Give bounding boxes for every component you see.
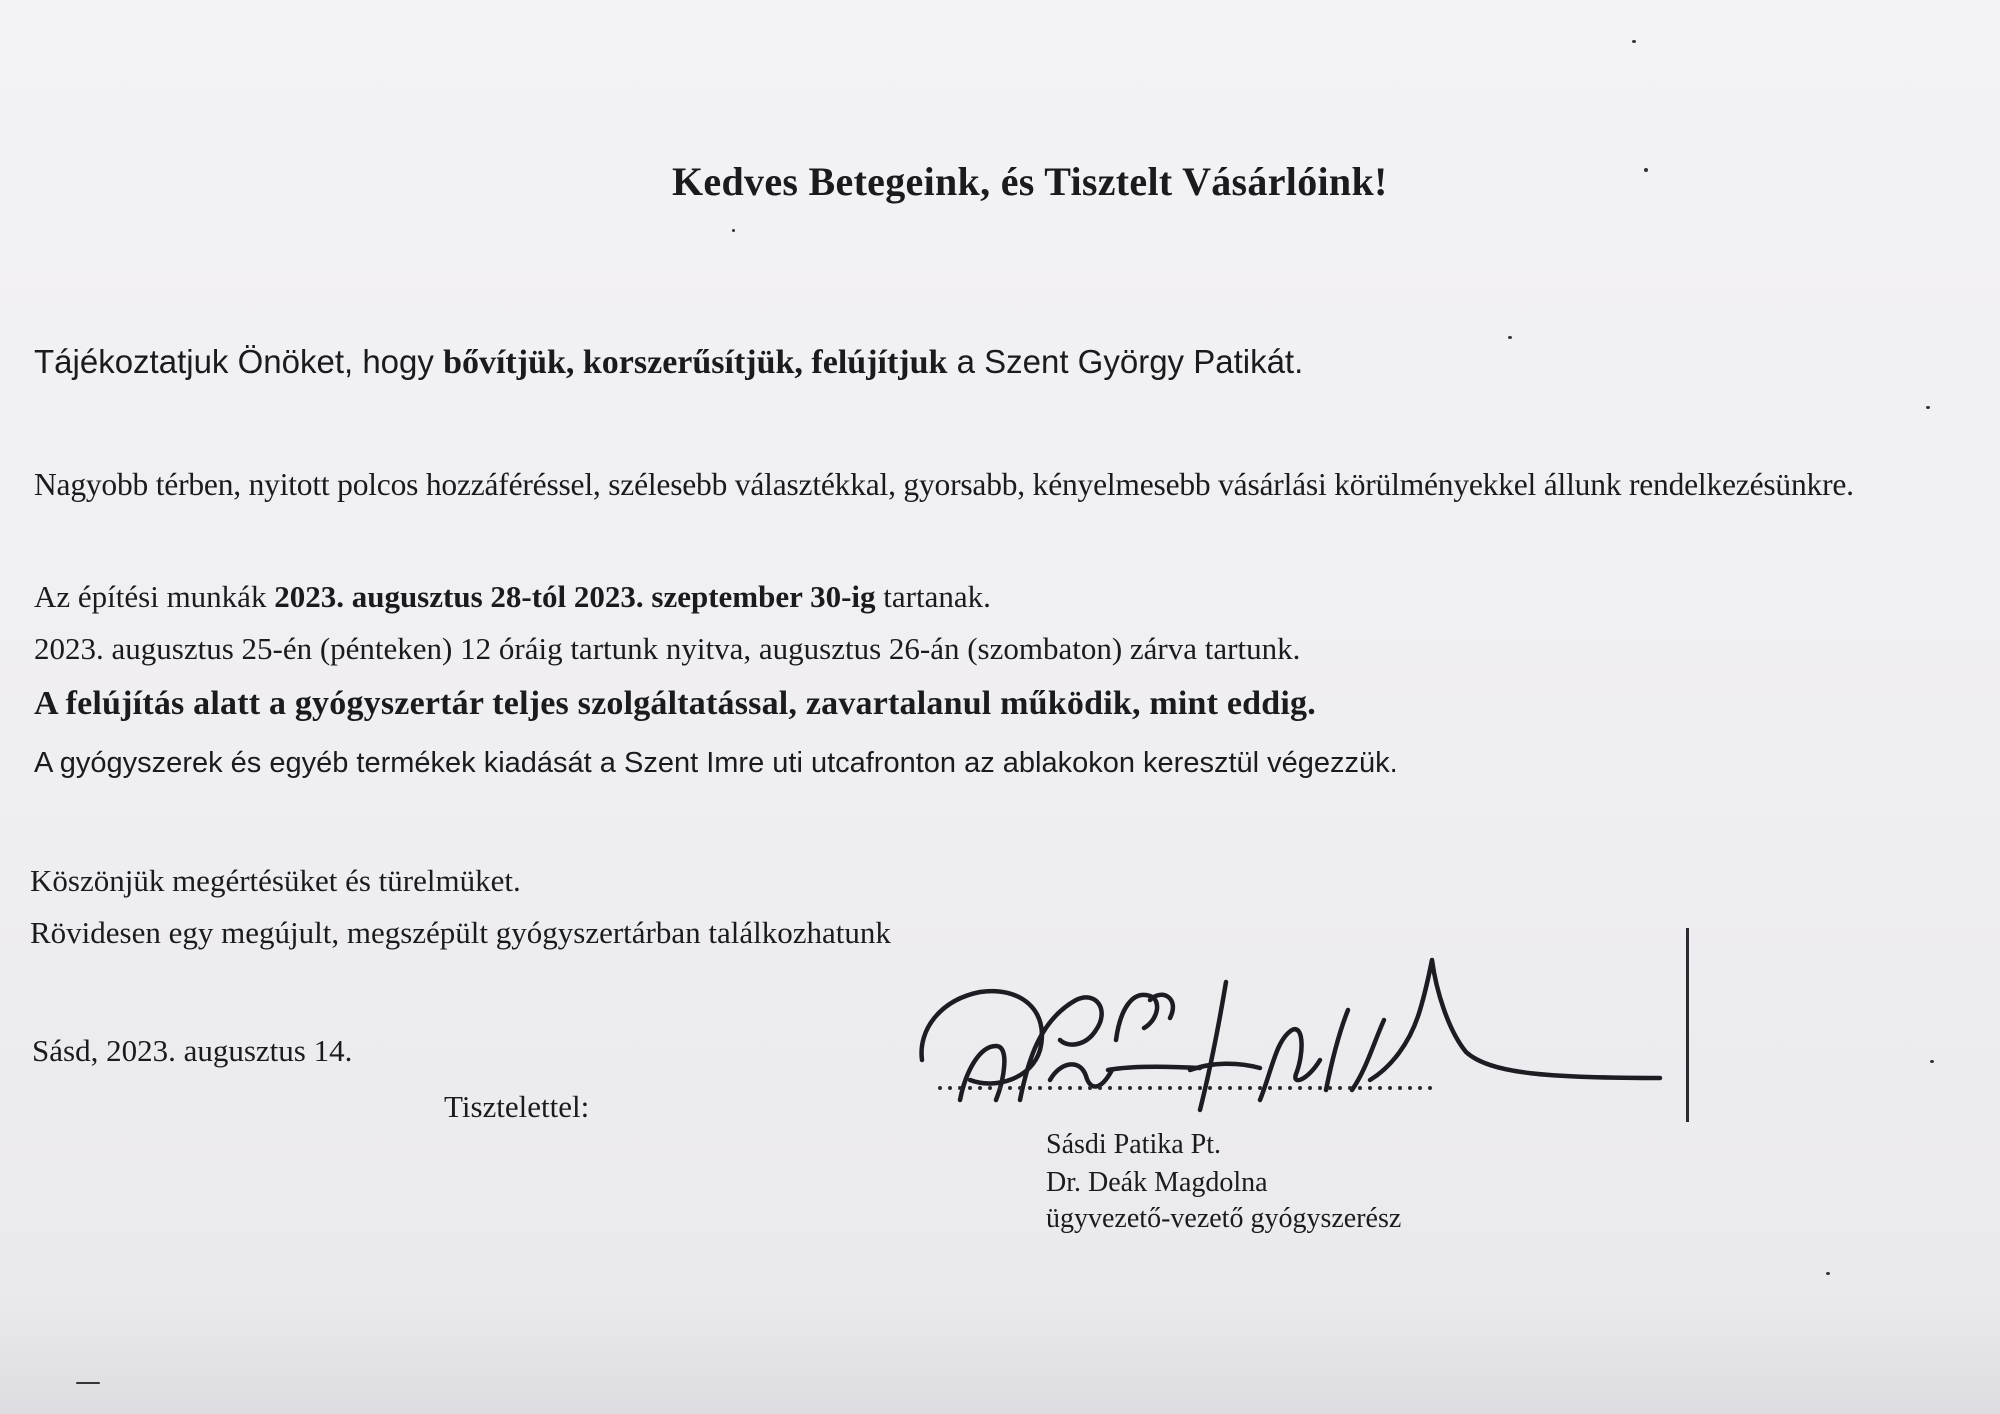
print-speck <box>1926 406 1930 409</box>
thanks-line: Köszönjük megértésüket és türelmüket. <box>30 863 521 898</box>
print-speck <box>732 229 735 232</box>
handwritten-signature <box>900 950 1700 1130</box>
works-text-start: Az építési munkák <box>34 579 275 614</box>
print-speck <box>1930 1060 1934 1063</box>
works-dates: 2023. augusztus 28-tól 2023. szeptember 30-ig <box>274 579 876 614</box>
print-speck <box>1826 1272 1830 1275</box>
intro-text-bold: bővítjük, korszerűsítjük, felújítjuk <box>443 344 948 381</box>
opening-hours-paragraph: 2023. augusztus 25-én (pénteken) 12 óráig tartunk nyitva, augusztus 26-án (szombaton) zárva tartunk. <box>34 631 1301 666</box>
print-speck <box>1508 336 1512 339</box>
signatory-name: Dr. Deák Magdolna <box>1046 1167 1268 1198</box>
closing-line: Rövidesen egy megújult, megszépült gyógyszertárban találkozhatunk <box>30 915 891 950</box>
print-speck <box>1644 168 1648 172</box>
signatory-role: ügyvezető-vezető gyógyszerész <box>1046 1203 1402 1234</box>
place-date: Sásd, 2023. augusztus 14. <box>32 1033 353 1068</box>
paper-shadow <box>0 1294 2000 1414</box>
intro-text-start: Tájékoztatjuk Önöket, hogy <box>34 343 444 380</box>
letter-title: Kedves Betegeink, és Tisztelt Vásárlóink! <box>672 159 1388 204</box>
regards-line: Tisztelettel: <box>444 1089 590 1124</box>
company-name: Sásdi Patika Pt. <box>1046 1129 1222 1160</box>
dispensing-note: A gyógyszerek és egyéb termékek kiadását a Szent Imre uti utcafronton az ablakokon keresztül végezzük. <box>34 747 1398 779</box>
expansion-paragraph: Nagyobb térben, nyitott polcos hozzáféréssel, szélesebb választékkal, gyorsabb, kényelmesebb vásárlási körülményekkel állunk rendelkezésünkre. <box>34 467 1854 502</box>
service-note: A felújítás alatt a gyógyszertár teljes szolgáltatással, zavartalanul működik, mint eddig. <box>34 685 1316 722</box>
works-text-end: tartanak. <box>875 579 991 614</box>
print-speck <box>1632 40 1636 43</box>
intro-text-end: a Szent György Patikát. <box>947 343 1304 380</box>
print-speck <box>76 1382 100 1384</box>
intro-paragraph <box>34 342 1303 384</box>
works-period-paragraph <box>34 578 991 615</box>
signature-margin-line <box>1686 928 1689 1122</box>
